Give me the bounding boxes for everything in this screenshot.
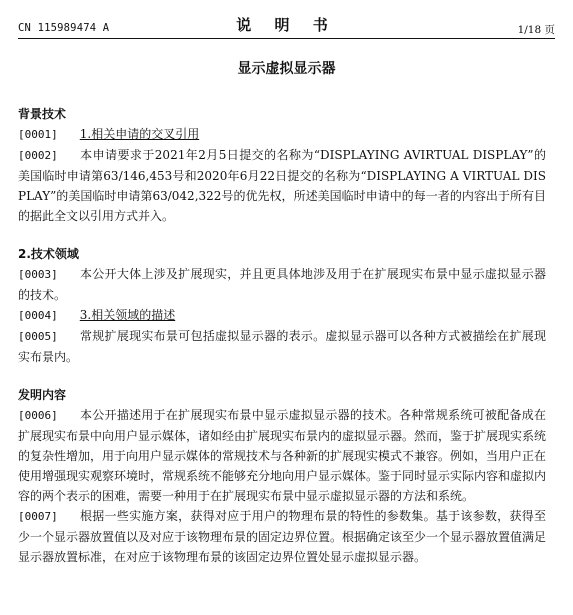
section-heading-background: 背景技术 (18, 107, 67, 121)
paragraph-0001 (18, 124, 546, 145)
paragraph-number: [0007] (18, 510, 58, 523)
paragraph-0002 (18, 145, 546, 226)
subheading-related-art: 3.相关领域的描述 (79, 308, 176, 322)
document-title: 显示虚拟显示器 (237, 61, 336, 77)
paragraph-0006 (18, 405, 546, 506)
paragraph-number: [0003] (18, 268, 58, 281)
paragraph-text: 本公开大体上涉及扩展现实，并且更具体地涉及用于在扩展现实布景中显示虚拟显示器的技术。 (18, 267, 546, 302)
paragraph-text: 本申请要求于2021年2月5日提交的名称为“DISPLAYING AVIRTUAL DISPLAY”的美国临时申请第63/146,453号和2020年6月22日提交的名称为“DISPLAYING A VIRTUAL DISPLAY”的美国临时申请第63/042,322号的优先权，所述美国临时申请中的每一者的内容出于所有目的据此全文以引用方式并入。 (18, 148, 546, 223)
paragraph-0003 (18, 264, 546, 305)
paragraph-0005 (18, 326, 546, 367)
paragraph-number: [0005] (18, 330, 58, 343)
document-type-label: 说 明 书 (236, 16, 337, 34)
subheading-cross-reference: 1.相关申请的交叉引用 (79, 127, 200, 141)
paragraph-number: [0006] (18, 409, 58, 422)
page-header (18, 8, 555, 39)
paragraph-text: 根据一些实施方案，获得对应于用户的物理布景的特性的参数集。基于该参数，获得至少一个显示器放置值以及对应于该物理布景的固定边界位置。根据确定该至少一个显示器放置值满足显示器放置标准，在对应于该物理布景的该固定边界位置处显示虚拟显示器。 (18, 509, 547, 564)
paragraph-0004 (18, 305, 546, 326)
paragraph-text: 常规扩展现实布景可包括虚拟显示器的表示。虚拟显示器可以各种方式被描绘在扩展现实布景内。 (18, 329, 546, 364)
section-heading-field: 2.技术领域 (18, 247, 79, 261)
paragraph-text: 本公开描述用于在扩展现实布景中显示虚拟显示器的技术。各种常规系统可被配备成在扩展现实布景中向用户显示媒体，诸如经由扩展现实布景内的虚拟显示器。然而，鉴于扩展现实系统的复杂性增加，用于向用户显示媒体的常规技术与各种新的扩展现实模式不兼容。例如，当用户正在使用增强现实观察环境时，常规系统不能够充分地向用户显示媒体。鉴于同时显示实际内容和虚拟内容的两个表示的困难，需要一种用于在扩展现实布景中显示虚拟显示器的方法和系统。 (18, 408, 547, 503)
document-body (18, 104, 546, 567)
page-indicator: 1/18 页 (517, 24, 555, 36)
paragraph-number: [0004] (18, 309, 58, 322)
section-heading-summary: 发明内容 (18, 388, 67, 402)
paragraph-number: [0002] (18, 149, 58, 162)
publication-number: CN 115989474 A (18, 22, 110, 34)
paragraph-0007 (18, 506, 546, 567)
paragraph-number: [0001] (18, 128, 58, 141)
